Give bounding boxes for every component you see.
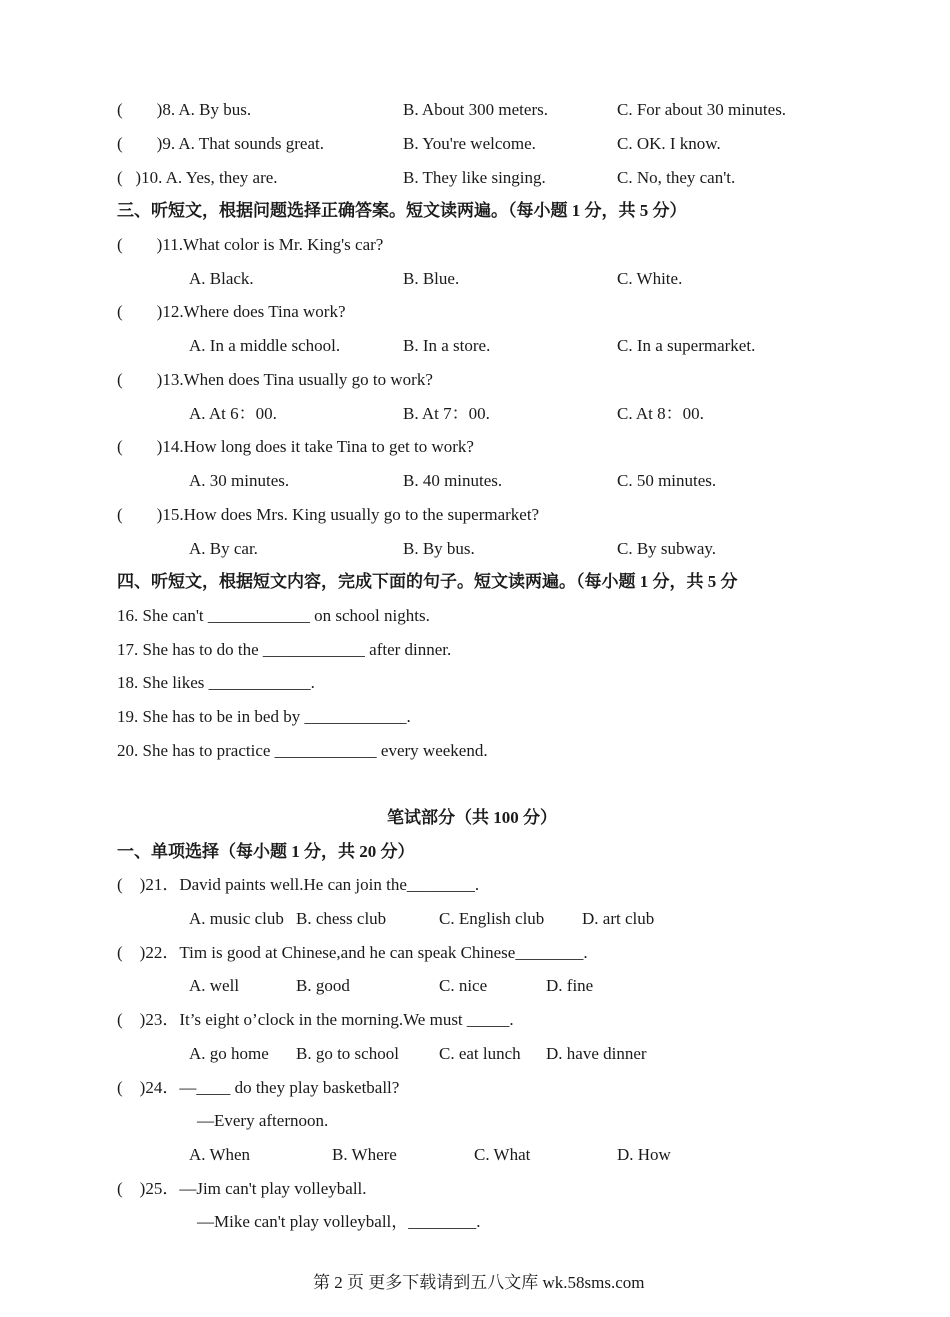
q9-stem: ( )9. A. That sounds great. [117, 134, 324, 153]
q19-sentence: 19. She has to be in bed by ____________. [117, 707, 411, 726]
q12-option-a: A. In a middle school. [189, 336, 341, 355]
q23-option-c: C. eat lunch [439, 1044, 521, 1063]
q10-option-b: B. They like singing. [403, 168, 546, 187]
q11-stem: ( )11.What color is Mr. King's car? [117, 235, 384, 254]
q23-option-a: A. go home [189, 1044, 269, 1063]
section-3-heading: 三、听短文，根据问题选择正确答案。短文读两遍。（每小题 1 分，共 5 分） [117, 201, 687, 220]
q8-stem: ( )8. A. By bus. [117, 100, 252, 119]
q24-option-a: A. When [189, 1145, 251, 1164]
q14-option-a: A. 30 minutes. [189, 471, 290, 490]
q12-option-c: C. In a supermarket. [617, 336, 756, 355]
q13-option-b: B. At 7：00. [403, 404, 490, 423]
q13-option-c: C. At 8：00. [617, 404, 704, 423]
q13-option-a: A. At 6：00. [189, 404, 277, 423]
q22-stem: ( )22．Tim is good at Chinese,and he can speak Chinese________. [117, 943, 588, 962]
q22-option-d: D. fine [546, 976, 594, 995]
q10-stem: ( )10. A. Yes, they are. [117, 168, 278, 187]
q21-option-b: B. chess club [296, 909, 387, 928]
q21-option-c: C. English club [439, 909, 545, 928]
q11-option-b: B. Blue. [403, 269, 460, 288]
q9-option-b: B. You're welcome. [403, 134, 536, 153]
q21-option-d: D. art club [582, 909, 655, 928]
page-footer: 第 2 页 更多下载请到五八文库 wk.58sms.com [313, 1273, 645, 1292]
q8-option-c: C. For about 30 minutes. [617, 100, 787, 119]
q23-stem: ( )23．It’s eight o’clock in the morning.We must _____. [117, 1010, 514, 1029]
q20-sentence: 20. She has to practice ____________ every weekend. [117, 741, 488, 760]
q14-option-c: C. 50 minutes. [617, 471, 717, 490]
q13-stem: ( )13.When does Tina usually go to work? [117, 370, 433, 389]
q12-stem: ( )12.Where does Tina work? [117, 302, 346, 321]
q24-stem: ( )24．—____ do they play basketball? [117, 1078, 400, 1097]
q14-option-b: B. 40 minutes. [403, 471, 503, 490]
q22-option-b: B. good [296, 976, 350, 995]
q15-option-a: A. By car. [189, 539, 258, 558]
q24-option-b: B. Where [332, 1145, 397, 1164]
q10-option-c: C. No, they can't. [617, 168, 736, 187]
q18-sentence: 18. She likes ____________. [117, 673, 315, 692]
q16-sentence: 16. She can't ____________ on school nights. [117, 606, 430, 625]
q9-option-c: C. OK. I know. [617, 134, 721, 153]
q21-option-a: A. music club [189, 909, 284, 928]
q24-option-d: D. How [617, 1145, 671, 1164]
written-part-title: 笔试部分（共 100 分） [387, 808, 557, 827]
q24-reply: —Every afternoon. [197, 1111, 329, 1130]
q23-option-b: B. go to school [296, 1044, 399, 1063]
q12-option-b: B. In a store. [403, 336, 491, 355]
section-4-heading: 四、听短文，根据短文内容，完成下面的句子。短文读两遍。（每小题 1 分，共 5 分 [117, 572, 738, 591]
q15-option-c: C. By subway. [617, 539, 717, 558]
q22-option-a: A. well [189, 976, 240, 995]
q17-sentence: 17. She has to do the ____________ after dinner. [117, 640, 452, 659]
q21-stem: ( )21．David paints well.He can join the________. [117, 875, 480, 894]
q25-reply: —Mike can't play volleyball，________. [197, 1212, 481, 1231]
q25-stem: ( )25．—Jim can't play volleyball. [117, 1179, 367, 1198]
q23-option-d: D. have dinner [546, 1044, 647, 1063]
q15-stem: ( )15.How does Mrs. King usually go to the supermarket? [117, 505, 540, 524]
written-section-1-heading: 一、单项选择（每小题 1 分，共 20 分） [117, 842, 415, 861]
q11-option-a: A. Black. [189, 269, 254, 288]
q11-option-c: C. White. [617, 269, 683, 288]
q14-stem: ( )14.How long does it take Tina to get to work? [117, 437, 474, 456]
q15-option-b: B. By bus. [403, 539, 475, 558]
q22-option-c: C. nice [439, 976, 488, 995]
q8-option-b: B. About 300 meters. [403, 100, 548, 119]
q24-option-c: C. What [474, 1145, 531, 1164]
